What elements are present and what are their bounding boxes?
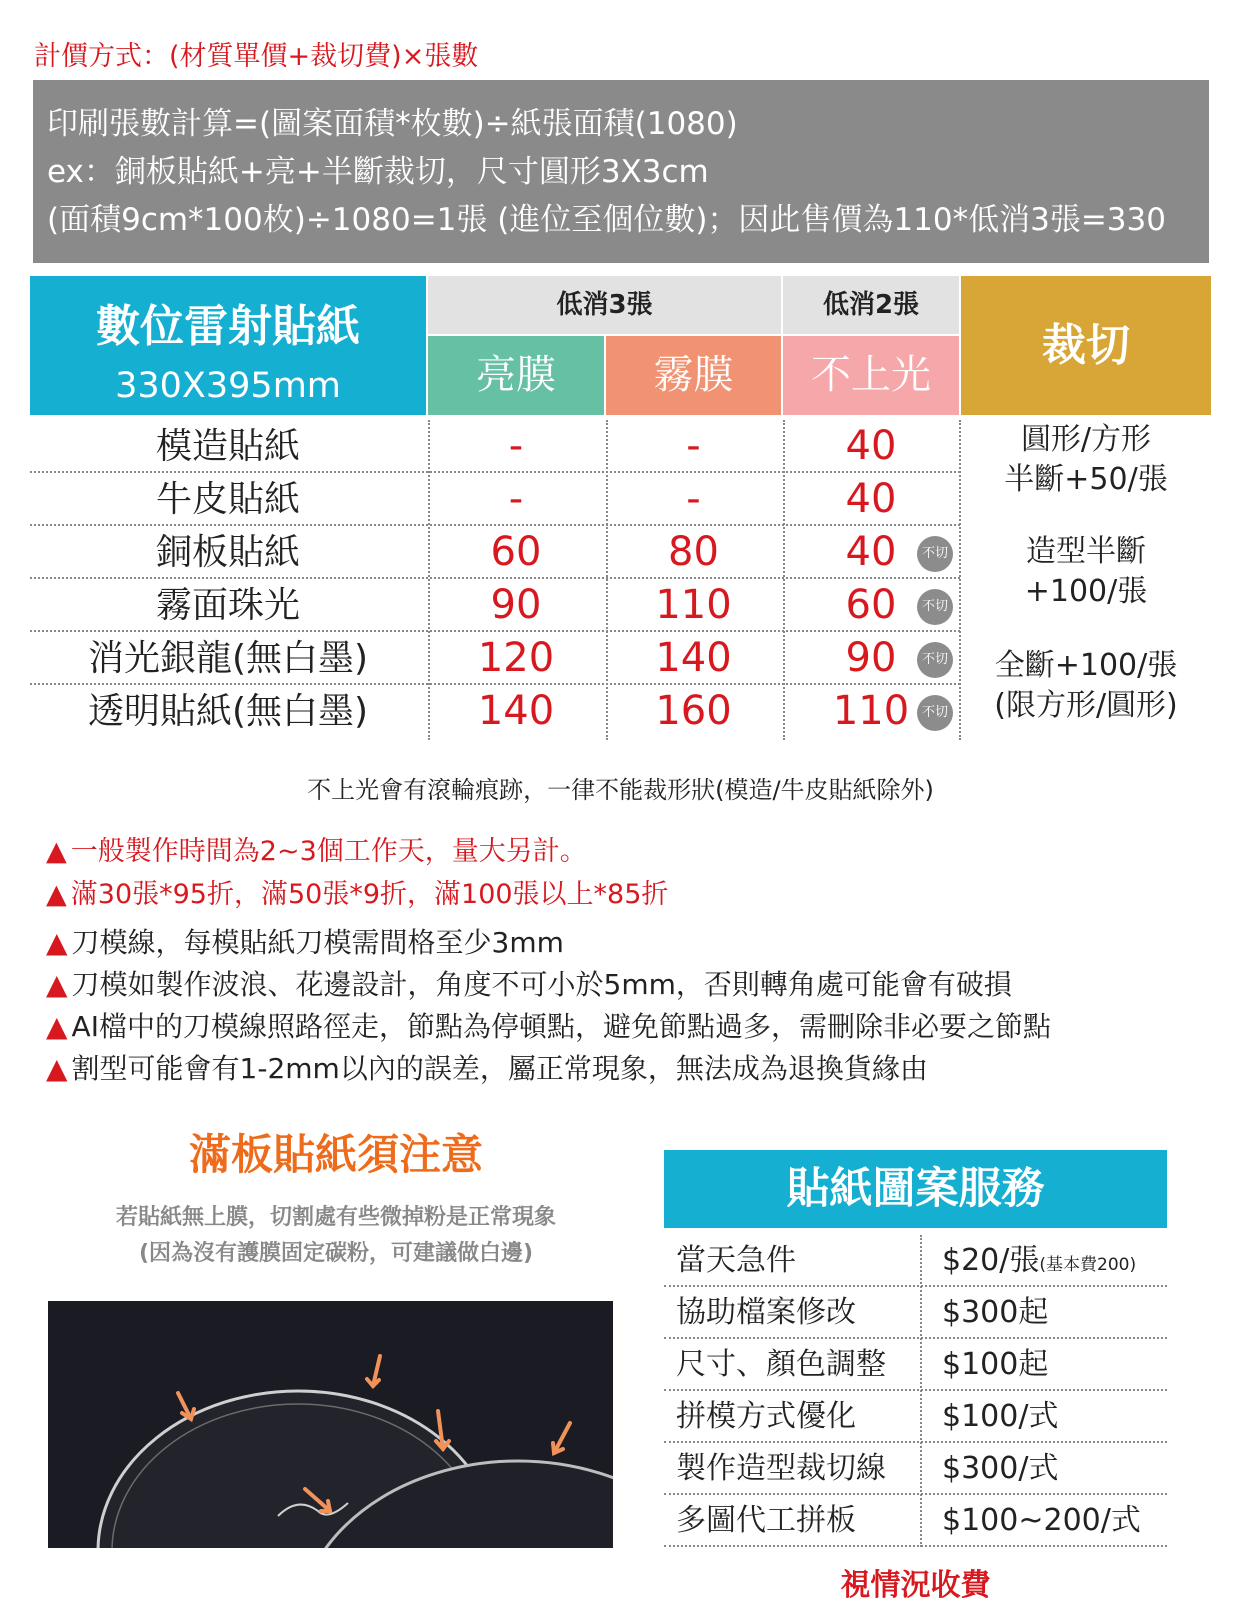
service-row bbox=[664, 1287, 1167, 1339]
service-name: 尺寸、顏色調整 bbox=[676, 1347, 886, 1382]
table-row bbox=[30, 420, 960, 473]
header-min-2: 低消2張 bbox=[783, 276, 959, 334]
cut-note-half bbox=[961, 420, 1211, 500]
cut-note-line: +100/張 bbox=[1024, 574, 1148, 609]
subtitle-line: 若貼紙無上膜，切割處有些微掉粉是正常現象 bbox=[115, 1205, 556, 1230]
pricing-formula: 計價方式：(材質單價+裁切費)×張數 bbox=[34, 41, 479, 72]
material-name: 消光銀龍(無白墨) bbox=[87, 638, 369, 679]
service-price: $300起 bbox=[942, 1295, 1049, 1330]
price-gloss: 140 bbox=[477, 688, 555, 734]
price-table bbox=[30, 420, 960, 738]
subtitle-line: (因為沒有護膜固定碳粉，可建議做白邊) bbox=[138, 1241, 534, 1266]
price-matte: - bbox=[686, 476, 701, 522]
sticker-photo-graphic bbox=[48, 1301, 613, 1548]
no-cut-badge: 不切 bbox=[917, 642, 953, 678]
table-title: 數位雷射貼紙 bbox=[96, 301, 360, 352]
table-row bbox=[30, 526, 960, 579]
service-table bbox=[664, 1235, 1167, 1547]
table-row bbox=[30, 685, 960, 738]
table-row bbox=[30, 579, 960, 632]
cut-note-line: 造型半斷 bbox=[1026, 534, 1146, 569]
price-gloss: - bbox=[508, 476, 524, 522]
production-notes bbox=[46, 830, 668, 916]
note-line bbox=[46, 964, 1051, 1006]
triangle-icon: ▲ bbox=[46, 1052, 68, 1085]
note-line bbox=[46, 1006, 1051, 1048]
price-matte: - bbox=[686, 423, 701, 469]
table-title-cell bbox=[30, 276, 426, 415]
triangle-icon: ▲ bbox=[46, 968, 68, 1001]
cut-note-line: 全斷+100/張 bbox=[994, 648, 1178, 683]
sticker-photo bbox=[48, 1301, 613, 1548]
triangle-icon: ▲ bbox=[46, 879, 67, 910]
service-row bbox=[664, 1235, 1167, 1287]
note-text: 割型可能會有1-2mm以內的誤差，屬正常現象，無法成為退換貨緣由 bbox=[71, 1052, 928, 1085]
cut-note-shape bbox=[961, 532, 1211, 612]
header-no-coating: 不上光 bbox=[783, 336, 959, 415]
table-row bbox=[30, 473, 960, 526]
service-name: 製作造型裁切線 bbox=[676, 1451, 886, 1486]
service-price bbox=[942, 1235, 1136, 1291]
price-matte: 160 bbox=[655, 688, 732, 734]
price-gloss: 90 bbox=[490, 582, 542, 628]
service-name: 當天急件 bbox=[676, 1243, 796, 1278]
note-text: 刀模線，每模貼紙刀模需間格至少3mm bbox=[71, 926, 564, 959]
no-cut-badge: 不切 bbox=[917, 589, 953, 625]
no-cut-badge: 不切 bbox=[917, 536, 953, 572]
price-no-coating bbox=[783, 579, 959, 632]
price-value: 60 bbox=[845, 582, 897, 628]
price-gloss: 120 bbox=[477, 635, 555, 681]
price-matte: 80 bbox=[668, 529, 719, 575]
service-row bbox=[664, 1495, 1167, 1547]
table-row bbox=[30, 632, 960, 685]
full-sticker-title: 滿板貼紙須注意 bbox=[188, 1130, 483, 1179]
price-no-coating bbox=[783, 685, 959, 738]
service-name: 協助檔案修改 bbox=[676, 1295, 856, 1330]
calc-line-2: ex：銅板貼紙+亮+半斷裁切，尺寸圓形3X3cm bbox=[47, 154, 709, 190]
note-line bbox=[46, 830, 668, 873]
price-value: 110 bbox=[832, 688, 910, 734]
note-text: AI檔中的刀模線照路徑走，節點為停頓點，避免節點過多，需刪除非必要之節點 bbox=[71, 1010, 1051, 1043]
price-value: 40 bbox=[845, 476, 897, 522]
header-gloss: 亮膜 bbox=[428, 336, 604, 415]
note-line bbox=[46, 873, 668, 916]
price-value: 90 bbox=[845, 635, 897, 681]
note-line bbox=[46, 1048, 1051, 1090]
note-text: 滿30張*95折，滿50張*9折，滿100張以上*85折 bbox=[70, 879, 669, 910]
table-size: 330X395mm bbox=[115, 366, 341, 406]
service-price: $100/式 bbox=[942, 1399, 1059, 1434]
calc-line-3: (面積9cm*100枚)÷1080=1張 (進位至個位數)；因此售價為110*低消3張=330 bbox=[47, 202, 1166, 238]
price-gloss: - bbox=[508, 423, 524, 469]
service-price-extra: (基本費200) bbox=[1039, 1255, 1137, 1275]
note-line bbox=[46, 922, 1051, 964]
price-no-coating bbox=[783, 420, 959, 473]
price-no-coating bbox=[783, 632, 959, 685]
service-price: $100~200/式 bbox=[942, 1503, 1141, 1538]
material-name: 牛皮貼紙 bbox=[155, 479, 300, 520]
price-matte: 110 bbox=[655, 582, 732, 628]
full-sticker-subtitle bbox=[46, 1200, 626, 1272]
triangle-icon: ▲ bbox=[46, 926, 68, 959]
calculation-box bbox=[33, 80, 1209, 263]
cut-note-line: 圓形/方形 bbox=[1020, 422, 1152, 457]
header-min-3: 低消3張 bbox=[428, 276, 781, 334]
cut-note-full bbox=[961, 646, 1211, 726]
header-matte: 霧膜 bbox=[606, 336, 781, 415]
price-no-coating bbox=[783, 526, 959, 579]
cut-note-line: (限方形/圓形) bbox=[994, 688, 1178, 723]
material-name: 透明貼紙(無白墨) bbox=[87, 691, 369, 732]
price-matte: 140 bbox=[655, 635, 732, 681]
service-name: 多圖代工拼板 bbox=[676, 1503, 856, 1538]
service-price-value: $20/張 bbox=[942, 1243, 1040, 1278]
cut-note-line: 半斷+50/張 bbox=[1004, 462, 1168, 497]
service-row bbox=[664, 1391, 1167, 1443]
service-price: $100起 bbox=[942, 1347, 1049, 1382]
calc-line-1: 印刷張數計算=(圖案面積*枚數)÷紙張面積(1080) bbox=[47, 106, 738, 142]
price-gloss: 60 bbox=[490, 529, 542, 575]
triangle-icon: ▲ bbox=[46, 836, 67, 867]
no-coating-note: 不上光會有滾輪痕跡，一律不能裁形狀(模造/牛皮貼紙除外) bbox=[307, 776, 934, 804]
service-title: 貼紙圖案服務 bbox=[664, 1150, 1167, 1228]
material-name: 霧面珠光 bbox=[155, 585, 300, 626]
price-value: 40 bbox=[845, 423, 897, 469]
price-no-coating bbox=[783, 473, 959, 526]
no-cut-badge: 不切 bbox=[917, 695, 953, 731]
service-price: $300/式 bbox=[942, 1451, 1059, 1486]
triangle-icon: ▲ bbox=[46, 1010, 68, 1043]
die-cut-notes bbox=[46, 922, 1051, 1090]
note-text: 刀模如製作波浪、花邊設計，角度不可小於5mm，否則轉角處可能會有破損 bbox=[71, 968, 1012, 1001]
service-row bbox=[664, 1339, 1167, 1391]
material-name: 銅板貼紙 bbox=[155, 532, 300, 573]
material-name: 模造貼紙 bbox=[155, 426, 300, 467]
note-text: 一般製作時間為2~3個工作天，量大另計。 bbox=[70, 836, 587, 867]
header-cut: 裁切 bbox=[961, 276, 1211, 415]
price-value: 40 bbox=[845, 529, 897, 575]
service-name: 拼模方式優化 bbox=[676, 1399, 856, 1434]
service-row bbox=[664, 1443, 1167, 1495]
service-footnote: 視情況收費 bbox=[840, 1568, 991, 1603]
